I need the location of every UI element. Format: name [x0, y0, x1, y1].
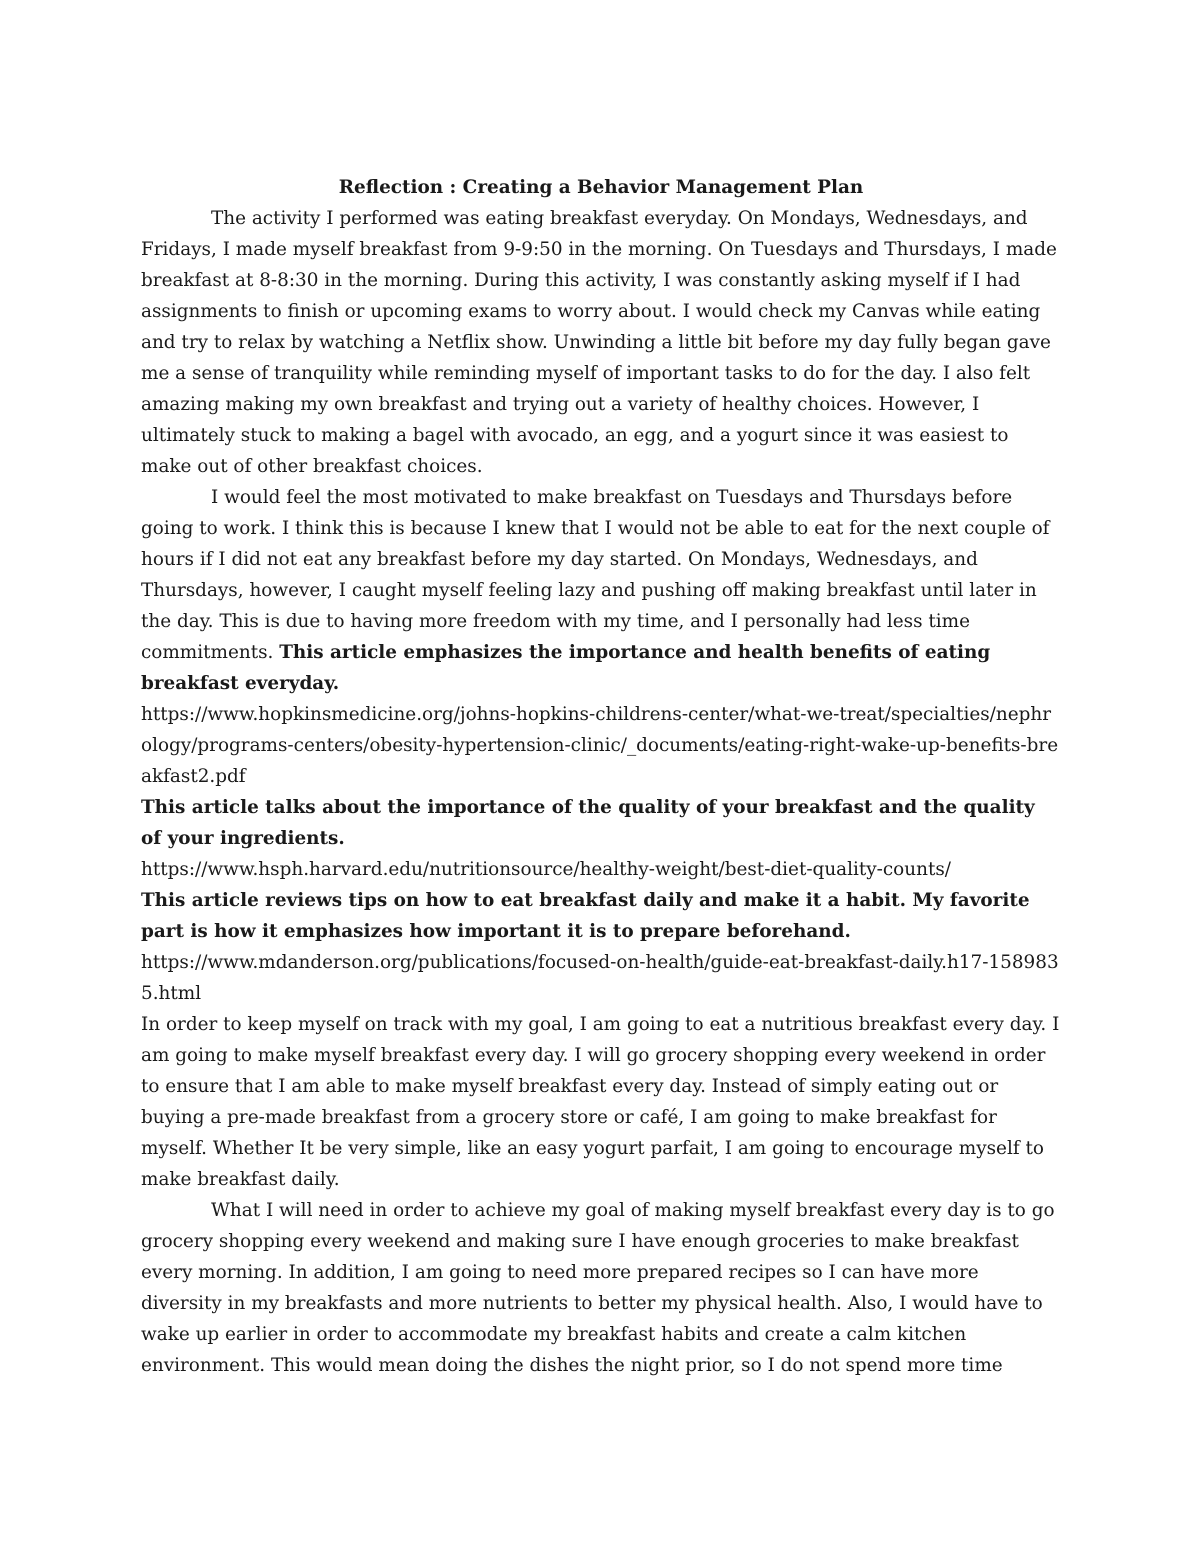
paragraph-activity: The activity I performed was eating breakfast everyday. On Mondays, Wednesdays, and Fridays, I made myself breakfast from 9-9:50 in the morning. On Tuesdays and Thursdays, I made breakfast at 8-8:30 in the morning. During this activity, I was constantly asking myself if I had assignments to finish or upcoming exams to worry about. I would check my Canvas while eating and try to relax by watching a Netflix show. Unwinding a little bit before my day fully began gave me a sense of tranquility while reminding myself of important tasks to do for the day. I also felt amazing making my own breakfast and trying out a variety of healthy choices. However, I ultimately stuck to making a bagel with avocado, an egg, and a yogurt since it was easiest to make out of other breakfast choices. — [141, 208, 1057, 477]
article3-link: https://www.mdanderson.org/publications/focused-on-health/guide-eat-breakfast-daily.h17-1589835.html — [141, 952, 1059, 1004]
document-body — [141, 172, 1061, 1381]
paragraph-motivation-text: I would feel the most motivated to make breakfast on Tuesdays and Thursdays before going to work. I think this is because I knew that I would not be able to eat for the next couple of hours if I did not eat any breakfast before my day started. On Mondays, Wednesdays, and Thursdays, however, I caught myself feeling lazy and pushing off making breakfast until later in the day. This is due to having more freedom with my time, and I personally had less time commitments. — [141, 487, 1050, 663]
document-title: Reflection : Creating a Behavior Management Plan — [338, 177, 864, 198]
paragraph-goal: In order to keep myself on track with my goal, I am going to eat a nutritious breakfast every day. I am going to make myself breakfast every day. I will go grocery shopping every weekend in order to ensure that I am able to make myself breakfast every day. Instead of simply eating out or buying a pre-made breakfast from a grocery store or café, I am going to make breakfast for myself. Whether It be very simple, like an easy yogurt parfait, I am going to encourage myself to make breakfast daily. — [141, 1014, 1060, 1190]
paragraph-needs: What I will need in order to achieve my goal of making myself breakfast every day is to go grocery shopping every weekend and making sure I have enough groceries to make breakfast every morning. In addition, I am going to need more prepared recipes so I can have more diversity in my breakfasts and more nutrients to better my physical health. Also, I would have to wake up earlier in order to accommodate my breakfast habits and create a calm kitchen environment. This would mean doing the dishes the night prior, so I do not spend more time — [141, 1200, 1055, 1376]
article2-link: https://www.hsph.harvard.edu/nutritionsource/healthy-weight/best-diet-quality-counts/ — [141, 859, 951, 880]
article1-link: https://www.hopkinsmedicine.org/johns-hopkins-childrens-center/what-we-treat/specialties/nephrology/programs-centers/obesity-hypertension-clinic/_documents/eating-right-wake-up-benefits-breakfast2.pdf — [141, 704, 1059, 787]
article3-caption: This article reviews tips on how to eat breakfast daily and make it a habit. My favorite part is how it emphasizes how important it is to prepare beforehand. — [141, 890, 1030, 942]
paragraph-motivation — [141, 482, 1061, 699]
article1-caption: This article emphasizes the importance and health benefits of eating breakfast everyday. — [141, 642, 991, 694]
article2-caption: This article talks about the importance of the quality of your breakfast and the quality of your ingredients. — [141, 797, 1035, 849]
